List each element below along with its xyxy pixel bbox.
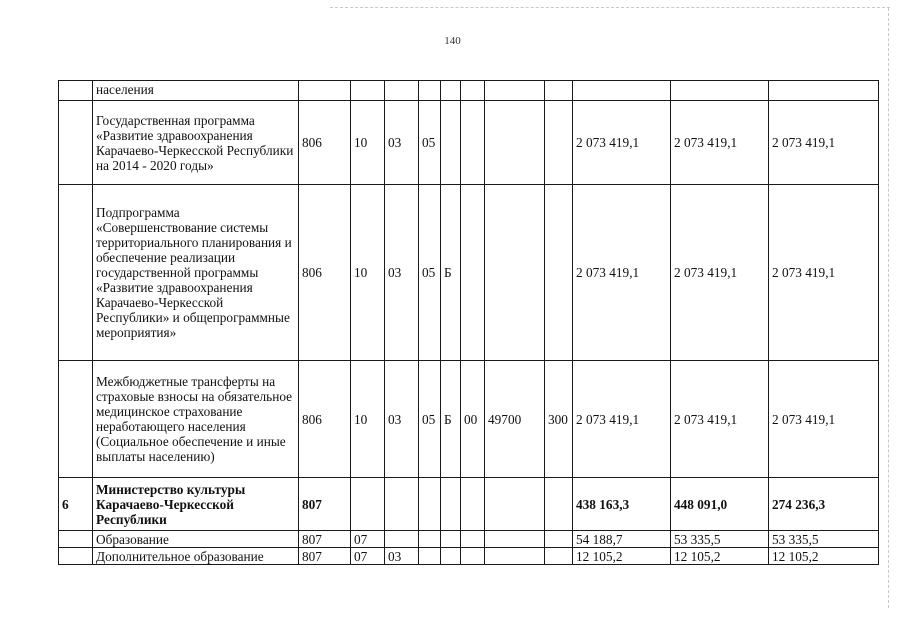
cell-subsection: [385, 81, 419, 101]
cell-amount-3: [769, 81, 879, 101]
cell-amount-2: 2 073 419,1: [671, 101, 769, 185]
scan-edge-right: [888, 8, 889, 608]
cell-subsection: [385, 531, 419, 548]
cell-subprogram: [441, 548, 461, 565]
cell-name: Подпрограмма «Совершенствование системы территориального планирования и обеспечение реализации государственной программы «Развитие здравоохранения Карачаево-Черкесской Республики» и общепрограммные мероприятия»: [93, 185, 299, 361]
cell-no: [59, 361, 93, 478]
cell-amount-1: [573, 81, 671, 101]
cell-expense-code: [485, 478, 545, 531]
cell-no: [59, 81, 93, 101]
cell-amount-2: 53 335,5: [671, 531, 769, 548]
cell-expense-code: [485, 185, 545, 361]
cell-direction: [461, 81, 485, 101]
cell-expense-type: [545, 548, 573, 565]
cell-program: [419, 531, 441, 548]
cell-amount-1: 438 163,3: [573, 478, 671, 531]
cell-subsection: 03: [385, 548, 419, 565]
cell-subprogram: [441, 531, 461, 548]
table-body: [59, 81, 879, 565]
cell-program: 05: [419, 185, 441, 361]
cell-amount-3: 53 335,5: [769, 531, 879, 548]
budget-table: [58, 80, 879, 565]
table-row: [59, 101, 879, 185]
cell-amount-3: 2 073 419,1: [769, 361, 879, 478]
cell-name: Межбюджетные трансферты на страховые взносы на обязательное медицинское страхование неработающего населения (Социальное обеспечение и иные выплаты населению): [93, 361, 299, 478]
cell-amount-2: 12 105,2: [671, 548, 769, 565]
cell-ministry: 807: [299, 548, 351, 565]
cell-expense-code: [485, 531, 545, 548]
cell-expense-type: [545, 478, 573, 531]
cell-subsection: 03: [385, 361, 419, 478]
cell-expense-code: [485, 548, 545, 565]
cell-program: [419, 478, 441, 531]
cell-subprogram: [441, 478, 461, 531]
cell-amount-1: 2 073 419,1: [573, 185, 671, 361]
cell-expense-code: [485, 101, 545, 185]
cell-ministry: 807: [299, 478, 351, 531]
cell-amount-1: 12 105,2: [573, 548, 671, 565]
cell-subprogram: [441, 101, 461, 185]
cell-expense-type: [545, 101, 573, 185]
cell-amount-2: 2 073 419,1: [671, 185, 769, 361]
cell-direction: [461, 531, 485, 548]
cell-expense-type: [545, 81, 573, 101]
cell-ministry: 807: [299, 531, 351, 548]
cell-direction: 00: [461, 361, 485, 478]
cell-expense-type: 300: [545, 361, 573, 478]
cell-expense-type: [545, 185, 573, 361]
cell-program: [419, 548, 441, 565]
cell-no: [59, 185, 93, 361]
cell-expense-code: 49700: [485, 361, 545, 478]
cell-section: 10: [351, 101, 385, 185]
cell-no: [59, 101, 93, 185]
cell-direction: [461, 185, 485, 361]
page-number: 140: [444, 35, 461, 47]
table-row: [59, 531, 879, 548]
cell-amount-1: 54 188,7: [573, 531, 671, 548]
table-row: [59, 81, 879, 101]
cell-amount-1: 2 073 419,1: [573, 361, 671, 478]
cell-name: населения: [93, 81, 299, 101]
cell-program: [419, 81, 441, 101]
scan-edge-top: [330, 7, 890, 8]
table-row: [59, 548, 879, 565]
cell-expense-type: [545, 531, 573, 548]
cell-amount-3: 2 073 419,1: [769, 185, 879, 361]
cell-section: 10: [351, 185, 385, 361]
cell-subsection: 03: [385, 185, 419, 361]
cell-amount-2: 448 091,0: [671, 478, 769, 531]
cell-program: 05: [419, 101, 441, 185]
cell-ministry: 806: [299, 101, 351, 185]
cell-name: Министерство культуры Карачаево-Черкесской Республики: [93, 478, 299, 531]
cell-subsection: [385, 478, 419, 531]
cell-name: Образование: [93, 531, 299, 548]
cell-no: [59, 531, 93, 548]
cell-name: Дополнительное образование: [93, 548, 299, 565]
cell-subprogram: Б: [441, 185, 461, 361]
cell-amount-2: 2 073 419,1: [671, 361, 769, 478]
cell-subsection: 03: [385, 101, 419, 185]
cell-amount-1: 2 073 419,1: [573, 101, 671, 185]
cell-ministry: 806: [299, 185, 351, 361]
cell-program: 05: [419, 361, 441, 478]
cell-ministry: 806: [299, 361, 351, 478]
cell-direction: [461, 101, 485, 185]
cell-amount-2: [671, 81, 769, 101]
table-row: [59, 185, 879, 361]
cell-amount-3: 12 105,2: [769, 548, 879, 565]
cell-subprogram: Б: [441, 361, 461, 478]
table-row: [59, 478, 879, 531]
cell-section: 07: [351, 531, 385, 548]
table-row: [59, 361, 879, 478]
cell-direction: [461, 548, 485, 565]
cell-section: [351, 81, 385, 101]
cell-amount-3: 274 236,3: [769, 478, 879, 531]
cell-section: 07: [351, 548, 385, 565]
cell-amount-3: 2 073 419,1: [769, 101, 879, 185]
cell-direction: [461, 478, 485, 531]
cell-no: [59, 548, 93, 565]
cell-section: [351, 478, 385, 531]
cell-no: 6: [59, 478, 93, 531]
cell-subprogram: [441, 81, 461, 101]
cell-ministry: [299, 81, 351, 101]
cell-name: Государственная программа «Развитие здравоохранения Карачаево-Черкесской Республики на 2014 - 2020 годы»: [93, 101, 299, 185]
cell-expense-code: [485, 81, 545, 101]
cell-section: 10: [351, 361, 385, 478]
